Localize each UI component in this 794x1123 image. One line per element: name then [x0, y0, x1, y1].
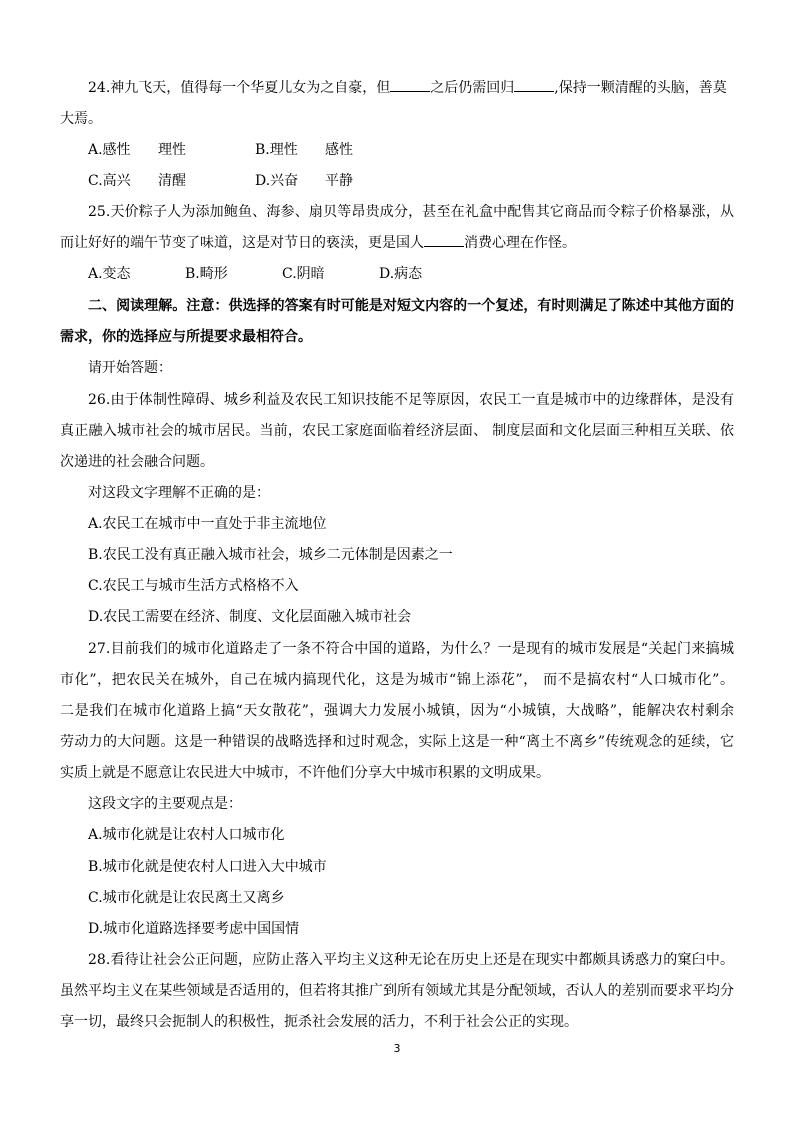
q26-line3: 次递进的社会融合问题。	[60, 454, 214, 470]
q25-option-d: D.病态	[379, 266, 423, 282]
page-number: 3	[393, 1042, 401, 1055]
q24-text-c: ,保持一颗清醒的头脑，善莫	[554, 80, 727, 96]
q27-line1: 27.目前我们的城市化道路走了一条不符合中国的道路，为什么？一是现有的城市发展是“关起门来搞城	[88, 641, 734, 657]
q25-line2	[60, 228, 734, 259]
q27-line5: 实质上就是不愿意让农民进大中城市，不许他们分享大中城市积累的文明成果。	[60, 765, 550, 781]
section2-instruction-line2: 需求，你的选择应与所提要求最相符合。	[60, 329, 312, 345]
q24-option-d-text: 平静	[325, 173, 353, 189]
q24-option-c-label: C.高兴	[88, 173, 131, 189]
q27-line4: 劳动力的大问题。这是一种错误的战略选择和过时观念，实际上这是一种“离土不离乡”传统观念的延续，它	[60, 734, 734, 750]
q25-option-a: A.变态	[88, 266, 131, 282]
q28-line1: 28.看待让社会公正问题，应防止落入平均主义这种无论在历史上还是在现实中都颇具诱惑力的窠臼中。	[88, 952, 734, 968]
q24-blank-1	[390, 90, 430, 92]
q24-blank-2	[514, 90, 554, 92]
q24-options-row1	[88, 135, 762, 166]
q25-blank	[424, 245, 464, 247]
q25-text-a: 而让好好的端午节变了味道，这是对节日的亵渎，更是国人	[60, 235, 424, 251]
q26-option-b: B.农民工没有真正融入城市社会，城乡二元体制是因素之一	[88, 547, 453, 563]
q27-option-d: D.城市化道路选择要考虑中国国情	[88, 921, 300, 937]
q26-option-d: D.农民工需要在经济、制度、文化层面融入城市社会	[88, 609, 412, 625]
q24-option-b-label: B.理性	[255, 142, 298, 158]
section2-start: 请开始答题：	[88, 360, 172, 376]
q26-line1: 26.由于体制性障碍、城乡利益及农民工知识技能不足等原因，农民工一直是城市中的边缘群体，是没有	[88, 392, 734, 408]
section2-instruction-line1: 二、阅读理解。注意：供选择的答案有时可能是对短文内容的一个复述，有时则满足了陈述中其他方面的	[88, 298, 734, 314]
q25-option-b: B.畸形	[185, 266, 228, 282]
q24-option-a-text: 理性	[158, 142, 186, 158]
q24-option-c-text: 清醒	[158, 173, 186, 189]
q24-option-b-text: 感性	[325, 142, 353, 158]
q24-option-d-label: D.兴奋	[255, 173, 299, 189]
q25-line1: 25.天价粽子人为添加鲍鱼、海参、扇贝等昂贵成分，甚至在礼盒中配售其它商品而令粽子价格暴涨，从	[88, 204, 734, 220]
q27-option-a: A.城市化就是让农村人口城市化	[88, 827, 285, 843]
q24-options-row2	[88, 166, 762, 197]
q26-question: 对这段文字理解不正确的是：	[88, 485, 270, 501]
q27-option-b: B.城市化就是使农村人口进入大中城市	[88, 859, 327, 875]
q27-line3: 二是我们在城市化道路上搞“天女散花”，强调大力发展小城镇，因为“小城镇，大战略”，能解决农村剩余	[60, 703, 734, 719]
q24-text-b: 之后仍需回归	[430, 80, 515, 96]
q25-option-c: C.阴暗	[282, 266, 325, 282]
q25-text-b: 消费心理在作怪。	[464, 235, 576, 251]
q27-question: 这段文字的主要观点是：	[88, 796, 242, 812]
q26-option-c: C.农民工与城市生活方式格格不入	[88, 578, 299, 594]
q27-option-c: C.城市化就是让农民离土又离乡	[88, 890, 285, 906]
q27-line2: 市化”，把农民关在城外，自己在城内搞现代化，这是为城市“锦上添花”， 而不是搞农村“人口城市化”。	[60, 672, 734, 688]
q28-line3: 享一切，最终只会扼制人的积极性，扼杀社会发展的活力，不利于社会公正的实现。	[60, 1014, 578, 1030]
q24-line1	[88, 73, 762, 104]
q25-options	[88, 259, 762, 290]
q26-option-a: A.农民工在城市中一直处于非主流地位	[88, 516, 327, 532]
q24-line2: 大焉。	[60, 111, 102, 127]
q24-text-a: 24.神九飞天，值得每一个华夏儿女为之自豪，但	[88, 80, 391, 96]
q24-option-a-label: A.感性	[88, 142, 131, 158]
q26-line2: 真正融入城市社会的城市居民。当前，农民工家庭面临着经济层面、 制度层面和文化层面三种相互关联、依	[60, 423, 734, 439]
q28-line2: 虽然平均主义在某些领域是否适用的，但若将其推广到所有领域尤其是分配领域，否认人的差别而要求平均分	[60, 983, 734, 999]
